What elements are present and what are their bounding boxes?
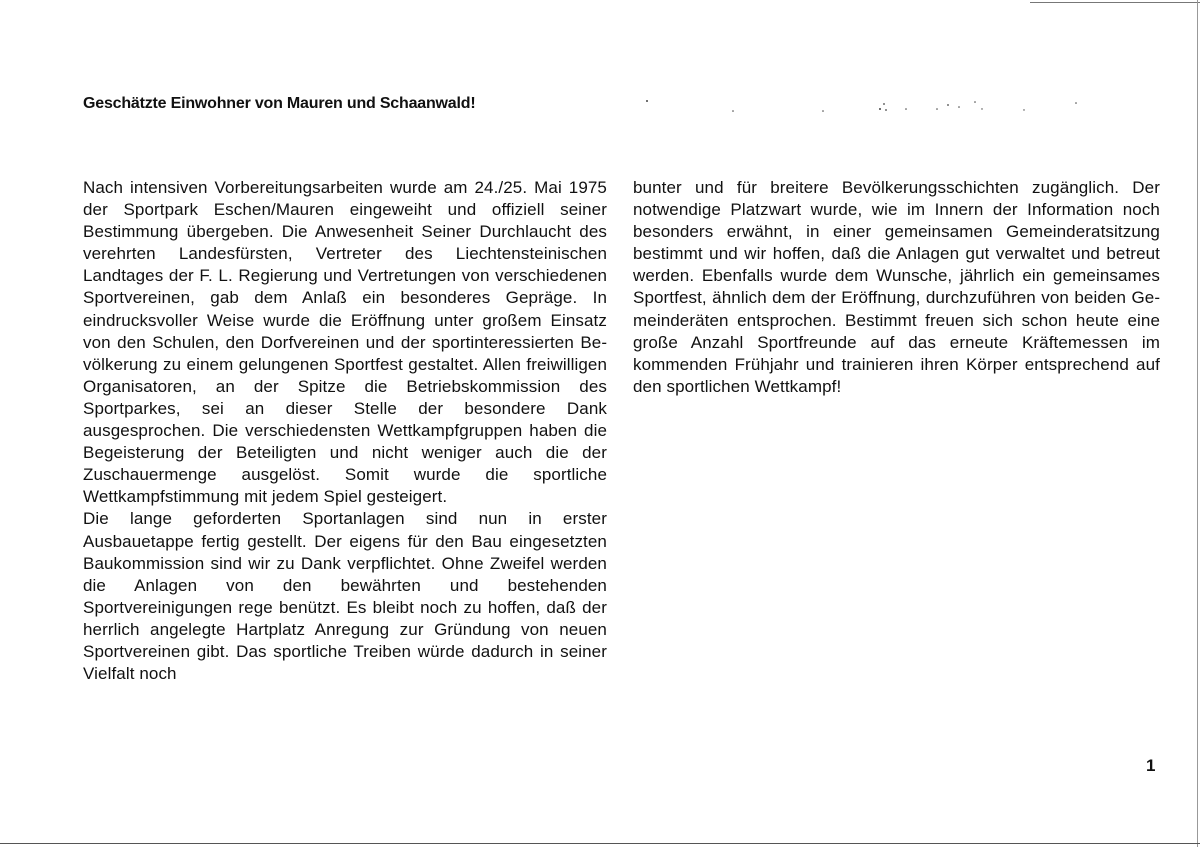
page-number: 1 — [1146, 756, 1156, 775]
right-edge-line — [1197, 0, 1198, 847]
print-specks — [630, 95, 1090, 120]
left-text-column — [83, 177, 607, 685]
bottom-edge-line — [0, 843, 1200, 844]
paragraph: Nach intensiven Vorbereitungsarbeiten wurde am 24./25. Mai 1975 der Sportpark Eschen/Mauren eingeweiht und offiziell seiner Bestimmung übergeben. Die Anwesenheit Seiner Durchlaucht des verehrten Landesfürsten, Vertreter des Liechtensteinischen Landtages der F. L. Regierung und Vertretungen von verschiedenen Sportvereinen, gab dem Anlaß ein besonderes Gepräge. In eindrucksvoller Weise wurde die Eröffnung unter großem Einsatz von den Schulen, den Dorfvereinen und der sportinteressierten Bevölkerung zu einem gelungenen Sportfest gestaltet. Allen freiwilligen Organisatoren, an der Spitze die Betriebskommission des Sportparkes, sei an dieser Stelle der besondere Dank ausgesprochen. Die verschiedensten Wettkampfgruppen haben die Begeisterung der Beteiligten und nicht weniger auch die der Zuschauermenge ausgelöst. Somit wurde die sportliche Wettkampfstimmung mit jedem Spiel gesteigert. — [83, 178, 607, 507]
page-title: Geschätzte Einwohner von Mauren und Schaanwald! — [83, 95, 476, 112]
paragraph: Die lange geforderten Sportanlagen sind nun in erster Ausbauetappe fertig gestellt. Der eigens für den Bau eingesetzten Baukommission sind wir zu Dank verpflichtet. Ohne Zweifel werden die Anlagen von den bewährten und bestehenden Sportvereinigungen rege benützt. Es bleibt noch zu hoffen, daß der herrlich angelegte Hartplatz Anregung zur Gründung von neuen Sportvereinen gibt. Das sportliche Treiben würde dadurch in seiner Vielfalt noch — [83, 509, 607, 684]
top-edge-line — [1030, 2, 1200, 3]
paragraph: bunter und für breitere Bevölkerungsschichten zugänglich. Der notwendige Platzwart wurde, wie im Innern der Information noch besonders erwähnt, in einer gemeinsamen Gemeinderatsitzung bestimmt und wir hoffen, daß die Anlagen gut verwaltet und betreut werden. Ebenfalls wurde dem Wunsche, jährlich ein gemeinsames Sportfest, ähnlich dem der Eröffnung, durchzuführen von beiden Gemeinderäten entsprochen. Bestimmt freuen sich schon heute eine große Anzahl Sportfreunde auf das erneute Kräftemessen im kommenden Frühjahr und trainieren ihren Körper entsprechend auf den sportlichen Wettkampf! — [633, 178, 1160, 396]
right-text-column — [633, 177, 1160, 398]
